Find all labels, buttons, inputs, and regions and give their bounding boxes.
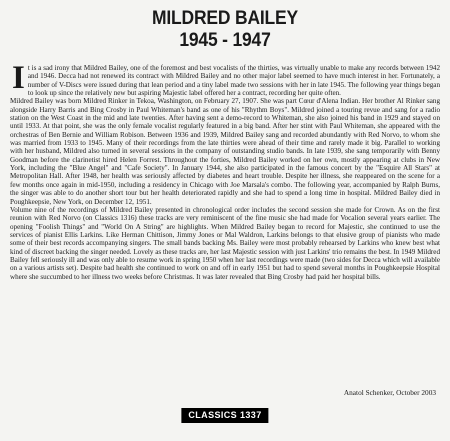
author-signature: Anatol Schenker, October 2003: [343, 388, 436, 397]
article-body: [10, 60, 440, 281]
paragraph-biography: Mildred Bailey was born Mildred Rinker in Tekoa, Washington, on February 27, 1907. She was part Cœur d'Alena Indian. Her brother Al Rinker sang alongside Harry Barris and Bing Crosby in Paul Whiteman's band as one of his "Rhythm Boys". Mildred joined a touring revue and sang for a radio station on the West Coast in the mid and late twenties. After having sent a demo-record to Whiteman, she also joined his band in 1929 and stayed on until 1933. At that point, she was the only female vocalist regularly featured in a big band. After her stint with Paul Whiteman, she appeared with the orchestras of Ben Bernie and William Robison. Between 1936 and 1939, Mildred Bailey sang and recorded abundantly with Red Norvo, to whom she was married from 1933 to 1945. Many of their recordings from the late thirties were ahead of their time and rarely made it big. Parallel to working with her husband, Mildred also turned in several sessions in the company of outstanding studio bands. In late 1939, she sang temporarily with Benny Goodman before the clarinetist hired Helen Forrest. Throughout the forties, Mildred Bailey worked on her own, mostly appearing at clubs in New York, including the "Blue Angel" and "Cafe Society". In January 1944, she also participated in the famous concert by the "Esquire All Stars" at Metropolitan Hall. After 1948, her health was seriously affected by diabetes and heart trouble. Despite her illness, she reappeared on the scene for a few months once again in mid-1950, including a residency in Chicago with Joe Marsala's combo. The following year, accompanied by Ralph Burns, the singer was able to do another short tour but her health deteriorated rapidly and she had to spend a long time in hospital. Mildred Bailey died in Poughkeepsie, New York, on December 12, 1951.: [10, 97, 440, 206]
paragraph-intro: [10, 60, 440, 98]
catalog-label: CLASSICS 1337: [181, 408, 268, 423]
paragraph-volume-notes: Volume nine of the recordings of Mildred Bailey presented in chronological order includes the second session she made for Crown. As on the first reunion with Red Norvo (on Classics 1316) these tracks are very reminiscent of the fine music she had made for Vocalion several years earlier. The opening "Foolish Things" and "World On A String" are highlights. When Mildred Bailey began to record for Majestic, she continued to use the services of pianist Ellis Larkins. Like Herman Chittison, Jimmy Jones or Mal Waldron, Larkins belongs to that elusive group of pianists who made some of their best records accompanying singers. The small bands backing Ms. Bailey were most probably rehearsed by Larkins who knew best what kind of discreet backing the singer needed. Lovely as these tracks are, her last Majestic session with just Larkins' trio remains the best. In 1949 Mildred Bailey fell seriously ill and was only able to resume work in spring 1950 when her last recordings were made (two sides for Decca which will available on a various artists set). Despite bad health she continued to work on and off in early 1951 but had to spend several months in Poughkeepsie Hospital where she succumbed to her illness two weeks before Christmas. It was later revealed that Bing Crosby had paid her hospital bills.: [10, 205, 440, 281]
title-block: [10, 8, 440, 52]
artist-title: MILDRED BAILEY: [151, 8, 298, 29]
paragraph-intro-text: t is a sad irony that Mildred Bailey, one of the foremost and best vocalists of the thirties, was virtually unable to make any records between 1942 and 1946. Decca had not renewed its contract with Mildred Bailey and no other major label seemed to have much interest in her. Fortunately, a number of V-Discs were issued during that lean period and a tiny label made two sessions with her in late 1945. The following year things began to look up since the relatively new but aspiring Majestic label offered her a contract, recording her quite often.: [27, 64, 440, 98]
drop-cap: I: [12, 60, 25, 96]
footer: [10, 386, 440, 426]
years-subtitle: 1945 - 1947: [179, 30, 271, 51]
